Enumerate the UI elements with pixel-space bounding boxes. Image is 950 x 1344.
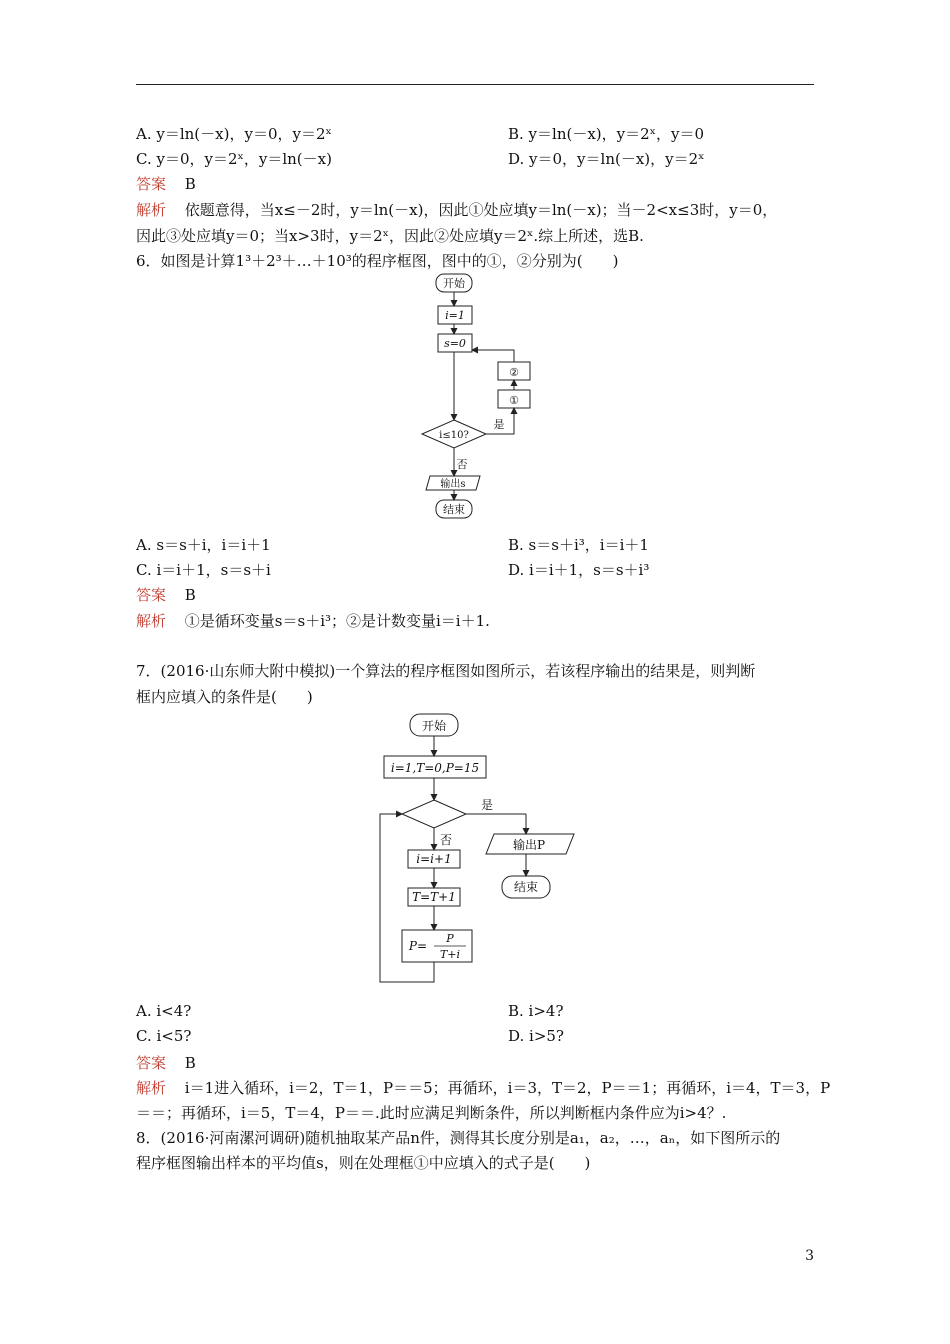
flow-step-t-label: T=T+1 xyxy=(412,890,456,904)
analysis-text: i＝1进入循环，i＝2，T＝1，P＝＝5；再循环，i＝3，T＝2，P＝＝1；再循环，i＝4，T＝3，P xyxy=(184,1079,831,1097)
q7-analysis-line2: ＝＝；再循环，i＝5，T＝4，P＝＝.此时应满足判断条件，所以判断框内条件应为i>4？. xyxy=(136,1104,727,1122)
q6-answer xyxy=(136,584,196,605)
analysis-label: 解析 xyxy=(136,612,167,630)
q6-flowchart xyxy=(400,268,560,530)
q7-option-d: D. i>5? xyxy=(508,1027,564,1045)
q6-option-b: B. s＝s＋i³，i＝i＋1 xyxy=(508,536,649,554)
flow-step-p-lhs: P= xyxy=(408,939,428,953)
flow-output-label: 输出P xyxy=(512,838,546,852)
q5-option-b: B. y＝ln(－x)，y＝2ˣ，y＝0 xyxy=(508,125,705,143)
analysis-label: 解析 xyxy=(136,1079,167,1097)
flow-start-label: 开始 xyxy=(443,277,465,290)
q5-answer xyxy=(136,173,196,194)
q6-option-d: D. i＝i＋1，s＝s＋i³ xyxy=(508,561,650,579)
q6-question: 6．如图是计算1³＋2³＋…＋10³的程序框图，图中的①，②分别为( ) xyxy=(136,252,619,270)
flow-init-label: i=1,T=0,P=15 xyxy=(390,761,480,775)
q5-option-d: D. y＝0，y＝ln(－x)，y＝2ˣ xyxy=(508,150,705,168)
flow-step-p-numerator: P xyxy=(446,932,454,945)
flow-box-1-label: ① xyxy=(509,394,519,407)
flow-start-label: 开始 xyxy=(421,719,447,733)
flow-output-label: 输出s xyxy=(440,479,466,490)
q5-option-a: A. y＝ln(－x)，y＝0，y＝2ˣ xyxy=(136,125,332,143)
flow-box-2-label: ② xyxy=(509,366,519,379)
answer-value: B xyxy=(184,586,196,604)
q7-answer xyxy=(136,1052,196,1073)
q7-question-line1: 7．(2016·山东师大附中模拟)一个算法的程序框图如图所示，若该程序输出的结果是，则判断 xyxy=(136,662,756,680)
answer-label: 答案 xyxy=(136,586,167,604)
q7-analysis-line1 xyxy=(136,1077,830,1098)
flow-step-p-denominator: T+i xyxy=(439,948,461,961)
flow-init-s-label: s=0 xyxy=(444,337,466,350)
q7-flowchart xyxy=(370,708,590,988)
answer-label: 答案 xyxy=(136,175,167,193)
q7-question-line2: 框内应填入的条件是( ) xyxy=(136,688,313,706)
flow-step-i-label: i=i+1 xyxy=(416,852,452,866)
page-number: 3 xyxy=(805,1248,814,1264)
flow-condition-diamond xyxy=(402,800,466,828)
q7-option-c: C. i<5? xyxy=(136,1027,192,1045)
flow-no-label: 否 xyxy=(456,458,468,471)
header-rule xyxy=(136,84,814,85)
analysis-text: ①是循环变量s＝s＋i³；②是计数变量i＝i＋1. xyxy=(184,612,490,630)
analysis-text: 依题意得，当x≤－2时，y＝ln(－x)，因此①处应填y＝ln(－x)；当－2<x≤3时，y＝0， xyxy=(184,201,778,219)
q6-option-a: A. s＝s＋i，i＝i＋1 xyxy=(136,536,271,554)
q6-option-c: C. i＝i＋1，s＝s＋i xyxy=(136,561,271,579)
q8-question-line1: 8．(2016·河南漯河调研)随机抽取某产品n件，测得其长度分别是a₁，a₂，…，aₙ，如下图所示的 xyxy=(136,1129,781,1147)
analysis-label: 解析 xyxy=(136,201,167,219)
q8-question-line2: 程序框图输出样本的平均值s，则在处理框①中应填入的式子是( ) xyxy=(136,1154,591,1172)
q7-option-b: B. i>4? xyxy=(508,1002,564,1020)
flow-no-label: 否 xyxy=(439,833,453,847)
flow-yes-label: 是 xyxy=(480,798,494,812)
answer-label: 答案 xyxy=(136,1054,167,1072)
q6-analysis xyxy=(136,610,490,631)
flow-end-label: 结束 xyxy=(513,880,539,894)
flow-condition-label: i≤10? xyxy=(439,430,469,441)
flow-end-label: 结束 xyxy=(443,503,465,516)
q5-option-c: C. y＝0，y＝2ˣ，y＝ln(－x) xyxy=(136,150,332,168)
answer-value: B xyxy=(184,175,196,193)
answer-value: B xyxy=(184,1054,196,1072)
flow-init-i-label: i=1 xyxy=(445,309,465,322)
flow-yes-label: 是 xyxy=(493,418,505,431)
q5-analysis-line2: 因此③处应填y＝0；当x>3时，y＝2ˣ，因此②处应填y＝2ˣ.综上所述，选B. xyxy=(136,227,644,245)
q5-analysis-line1 xyxy=(136,199,777,220)
q7-option-a: A. i<4? xyxy=(136,1002,192,1020)
